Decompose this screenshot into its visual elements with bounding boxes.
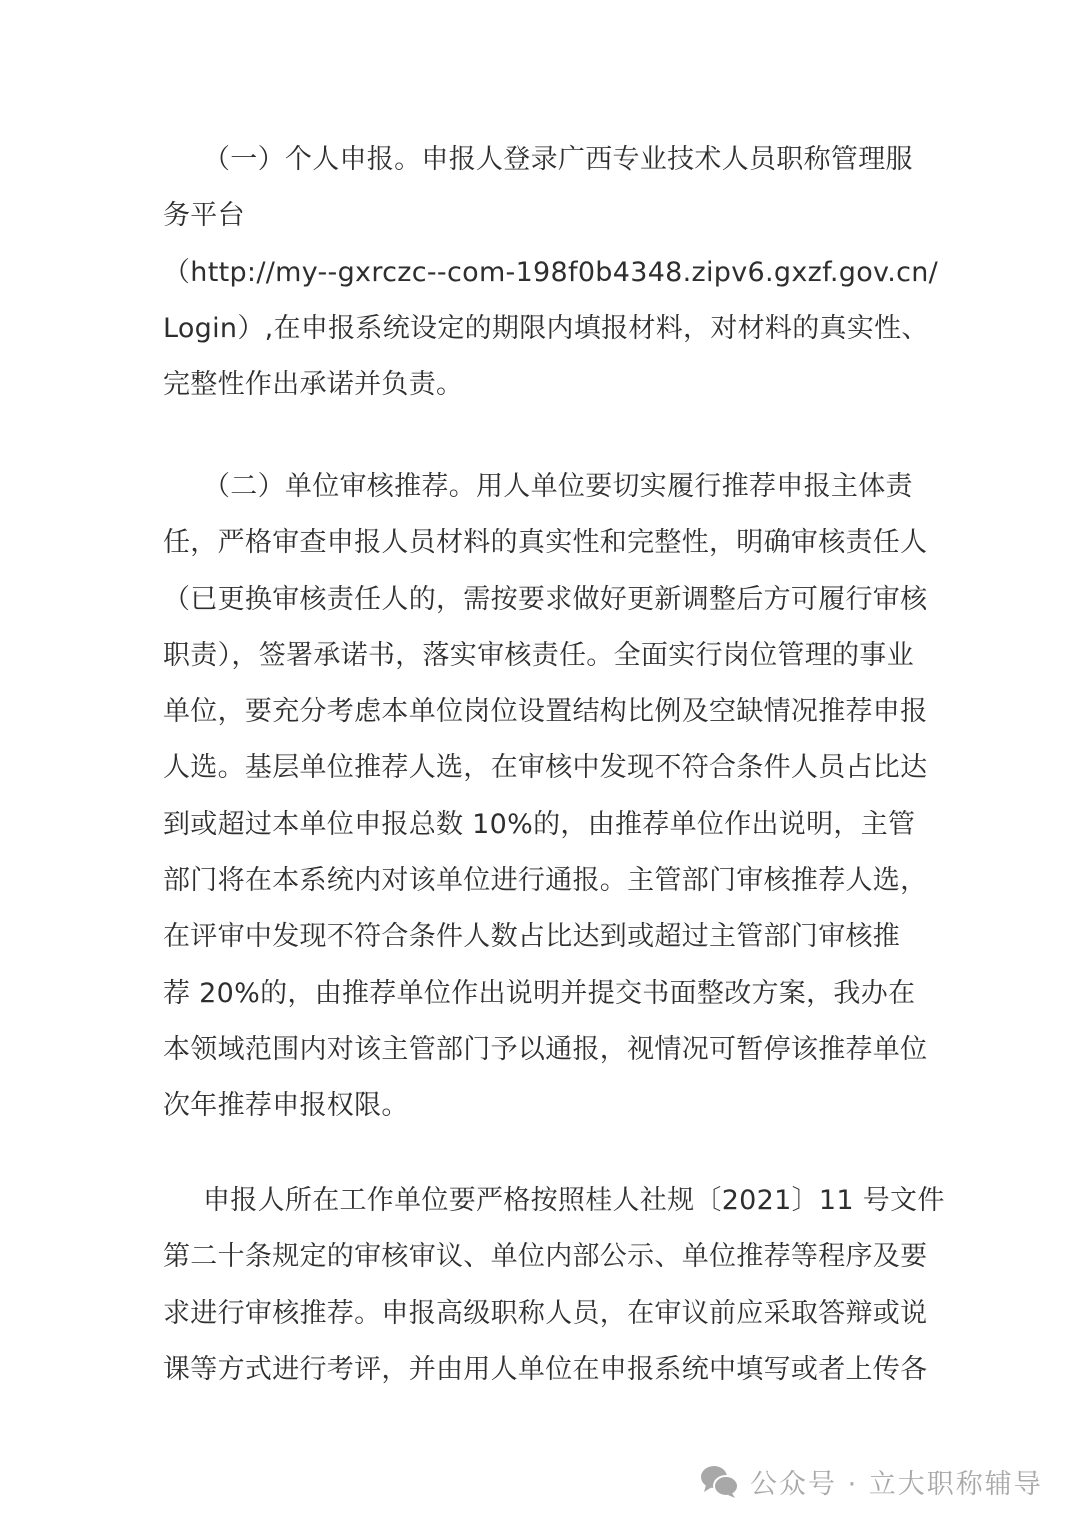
url-line: （http://my--gxrczc--com-198f0b4348.zipv6.gxzf.gov.cn/ [163, 256, 939, 288]
text-line: 本领域范围内对该主管部门予以通报，视情况可暂停该推荐单位 [163, 1033, 928, 1065]
text-line: （二）单位审核推荐。用人单位要切实履行推荐申报主体责 [203, 471, 913, 502]
text-line: 完整性作出承诺并负责。 [163, 369, 464, 401]
paragraph-workplace-requirements [163, 1173, 943, 1398]
text-line: 第二十条规定的审核审议、单位内部公示、单位推荐等程序及要 [163, 1241, 928, 1273]
text-line: （一）个人申报。申报人登录广西专业技术人员职称管理服 [203, 144, 913, 175]
text-line: 部门将在本系统内对该单位进行通报。主管部门审核推荐人选， [163, 865, 928, 897]
text-line: 荐 20%的，由推荐单位作出说明并提交书面整改方案，我办在 [163, 977, 916, 1009]
paragraph-unit-review [163, 459, 943, 1135]
text-line: 到或超过本单位申报总数 10%的，由推荐单位作出说明，主管 [163, 808, 916, 840]
text-line: 课等方式进行考评，并由用人单位在申报系统中填写或者上传各 [163, 1353, 928, 1385]
watermark-text: 公众号 · 立大职称辅导 [750, 1469, 1043, 1500]
text-line: 申报人所在工作单位要严格按照桂人社规〔2021〕11 号文件 [203, 1185, 945, 1216]
text-line: （已更换审核责任人的，需按要求做好更新调整后方可履行审核 [163, 583, 928, 615]
text-line: 在评审中发现不符合条件人数占比达到或超过主管部门审核推 [163, 921, 901, 953]
wechat-icon [700, 1465, 740, 1499]
text-line: 次年推荐申报权限。 [163, 1090, 409, 1122]
paragraph-personal-application [163, 132, 943, 413]
text-line: 单位，要充分考虑本单位岗位设置结构比例及空缺情况推荐申报 [163, 696, 928, 728]
text-line: 职责），签署承诺书，落实审核责任。全面实行岗位管理的事业 [163, 639, 914, 671]
text-line: 人选。基层单位推荐人选，在审核中发现不符合条件人员占比达 [163, 752, 928, 784]
text-line: 求进行审核推荐。申报高级职称人员，在审议前应采取答辩或说 [163, 1297, 928, 1329]
text-line: 任，严格审查申报人员材料的真实性和完整性，明确审核责任人 [163, 527, 928, 559]
text-line: Login）,在申报系统设定的期限内填报材料，对材料的真实性、 [163, 312, 929, 344]
text-line: 务平台 [163, 200, 245, 232]
watermark [700, 1462, 1043, 1501]
